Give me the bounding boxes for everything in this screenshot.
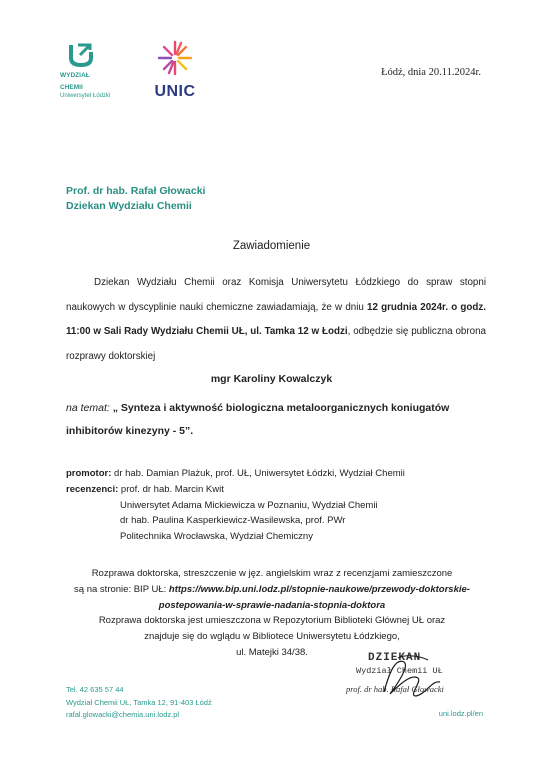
promotor-row — [66, 466, 496, 482]
publication-note — [52, 566, 492, 661]
reviewer-2-affiliation: Politechnika Wrocławska, Wydział Chemiczny — [120, 531, 313, 543]
topic-title: „ Synteza i aktywność biologiczna metaloorganicznych koniugatów inhibitorów kinezyny - 5”. — [66, 402, 450, 437]
unic-logo — [150, 40, 200, 101]
footer-email[interactable]: rafal.glowacki@chemia.uni.lodz.pl — [66, 710, 180, 719]
footer-url[interactable]: uni.lodz.pl/en — [438, 709, 483, 718]
reviewers-row — [66, 482, 496, 498]
committee-block — [66, 466, 496, 545]
reviewer-2-name: dr hab. Paulina Kasperkiewicz-Wasilewska, prof. PWr — [120, 515, 346, 527]
handwritten-signature — [346, 652, 476, 708]
announcement-text-1: Dziekan Wydziału Chemii oraz Komisja Uniwersytetu Łódzkiego do spraw stopni naukowych w dyscyplinie nauki chemiczne zawiadamiają, że w dniu — [66, 277, 486, 313]
note-line-4: znajduje się do wglądu w Bibliotece Uniwersytetu Łódzkiego, — [144, 631, 400, 643]
reviewers-label: recenzenci: — [66, 483, 119, 495]
candidate-name: mgr Karoliny Kowalczyk — [210, 373, 333, 385]
stamp-unit: Wydział Chemii UŁ — [356, 666, 443, 676]
note-line-3: Rozprawa doktorska jest umieszczona w Repozytorium Biblioteki Głównej UŁ oraz — [98, 615, 446, 627]
topic-prefix: na temat: — [66, 402, 110, 414]
faculty-logo-icon — [68, 42, 94, 68]
defense-date-place: 12 grudnia 2024r. o godz. 11:00 w Sali Rady Wydziału Chemii UŁ, ul. Tamka 12 w Łodzi — [66, 301, 486, 337]
sender-position: Dziekan Wydziału Chemii — [66, 200, 192, 212]
announcement-paragraph — [66, 271, 486, 369]
faculty-logo-line2: CHEMII — [60, 84, 83, 91]
note-line-2 — [52, 582, 492, 614]
note-bip-prefix: są na stronie: BIP UŁ: — [74, 583, 169, 595]
stamp-title: DZIEKAN — [368, 652, 422, 664]
document-title: Zawiadomienie — [232, 240, 311, 252]
reviewer-1-affiliation: Uniwersytet Adama Mickiewicza w Poznaniu, Wydział Chemii — [120, 499, 378, 511]
bip-link[interactable]: https://www.bip.uni.lodz.pl/stopnie-naukowe/przewody-doktorskie-postepowania-w-sprawie-nadania-stopnia-doktora — [158, 583, 470, 611]
sender-block — [66, 184, 205, 214]
dean-stamp — [346, 652, 476, 708]
note-line-1: Rozprawa doktorska, streszczenie w jęz. angielskim wraz z recenzjami zamieszczone — [91, 568, 453, 579]
thesis-topic — [66, 397, 486, 443]
unic-star-icon — [157, 40, 193, 76]
stamp-signature-line: prof. dr hab. Rafał Głowacki — [346, 684, 444, 694]
announcement-text-2: , odbędzie się publiczna obrona rozprawy doktorskiej — [66, 326, 486, 362]
faculty-logo-line3: Uniwersytet Łódzki — [60, 93, 111, 99]
footer-phone: Tel. 42 635 57 44 — [66, 685, 124, 694]
promotor-label: promotor: — [66, 468, 112, 479]
reviewer-1-name: prof. dr hab. Marcin Kwit — [118, 483, 224, 495]
footer-contact — [66, 684, 212, 722]
note-line-5: ul. Matejki 34/38. — [236, 646, 308, 658]
letter-date: Łódź, dnia 20.11.2024r. — [381, 67, 481, 78]
footer-address: Wydział Chemii UŁ, Tamka 12, 91-403 Łódź — [66, 697, 212, 707]
unic-logo-text: UNIC — [154, 83, 196, 100]
promotor-name: dr hab. Damian Plażuk, prof. UŁ, Uniwersytet Łódzki, Wydział Chemii — [111, 468, 405, 479]
sender-name: Prof. dr hab. Rafał Głowacki — [66, 185, 206, 197]
faculty-logo — [60, 42, 130, 100]
faculty-logo-line1: WYDZIAŁ — [60, 72, 90, 79]
